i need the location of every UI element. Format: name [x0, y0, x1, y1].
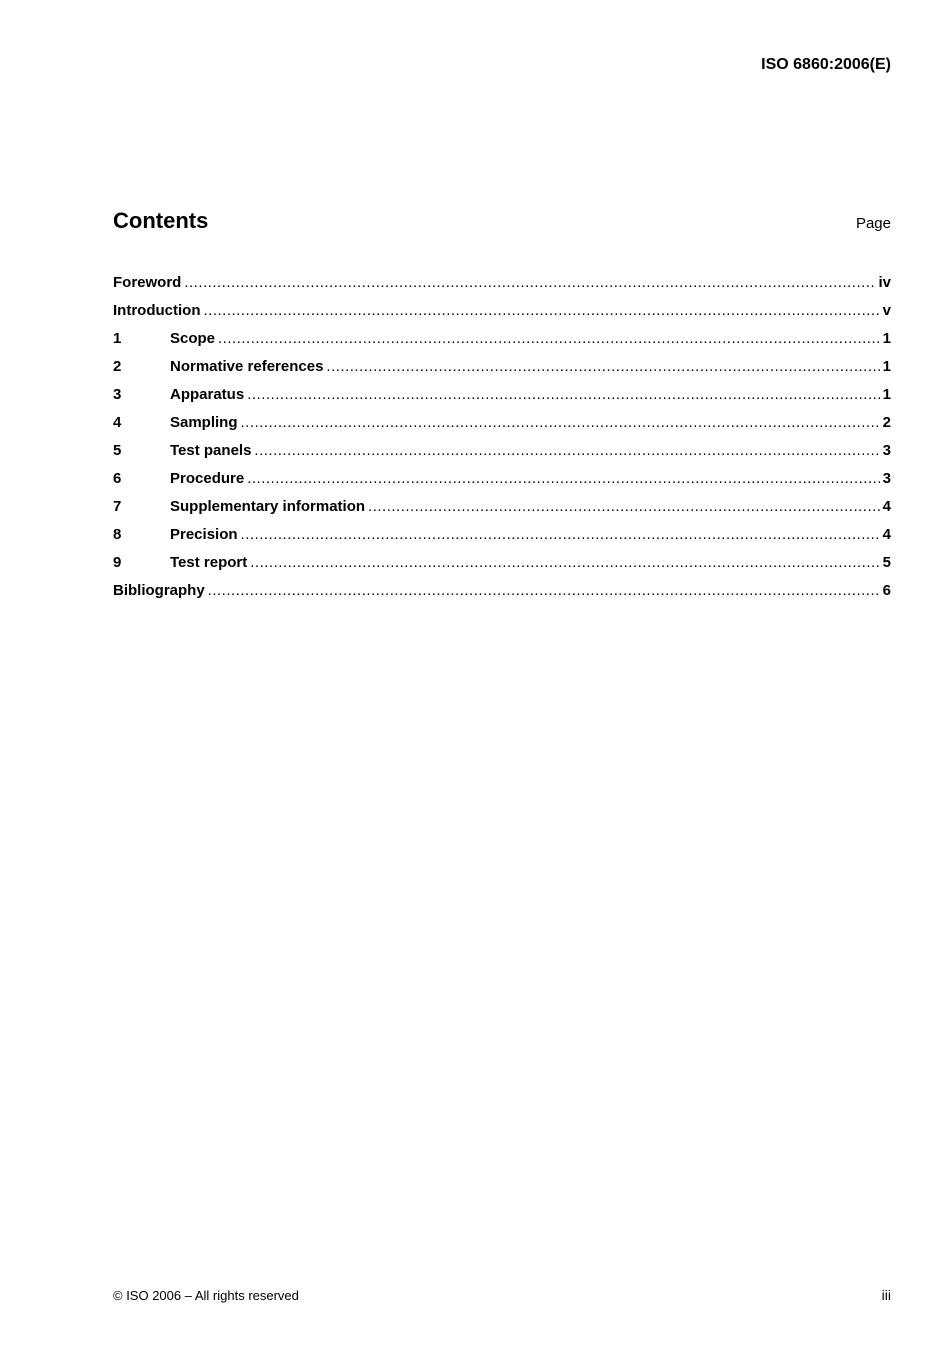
toc-entry-test-panels[interactable]: [113, 436, 891, 464]
toc-dot-leader: [203, 302, 879, 319]
toc-entry-number: 2: [113, 357, 122, 375]
toc-entry-number: 5: [113, 441, 122, 459]
toc-entry-page: 4: [882, 497, 891, 515]
toc-entry-page: iv: [878, 273, 891, 291]
toc-entry-number: 7: [113, 497, 122, 515]
toc-entry-title: Introduction: [113, 301, 201, 319]
toc-entry-procedure[interactable]: [113, 464, 891, 492]
toc-entry-apparatus[interactable]: [113, 380, 891, 408]
toc-entry-page: 1: [882, 385, 891, 403]
toc-entry-page: 3: [882, 441, 891, 459]
toc-entry-sampling[interactable]: [113, 408, 891, 436]
toc-dot-leader: [241, 414, 880, 431]
toc-dot-leader: [184, 274, 875, 291]
toc-dot-leader: [326, 358, 879, 375]
toc-entry-title: Normative references: [170, 357, 324, 375]
toc-dot-leader: [241, 526, 880, 543]
toc-entry-page: v: [882, 301, 891, 319]
toc-entry-number: 9: [113, 553, 122, 571]
toc-entry-title: Bibliography: [113, 581, 205, 599]
toc-entry-test-report[interactable]: [113, 548, 891, 576]
toc-dot-leader: [254, 442, 879, 459]
toc-entry-introduction[interactable]: [113, 296, 891, 324]
toc-dot-leader: [368, 498, 880, 515]
toc-dot-leader: [208, 582, 880, 599]
toc-entry-supplementary-information[interactable]: [113, 492, 891, 520]
toc-entry-title: Test report: [170, 553, 248, 571]
toc-dot-leader: [247, 386, 879, 403]
copyright-notice: © ISO 2006 – All rights reserved: [113, 1288, 299, 1303]
toc-entry-page: 2: [882, 413, 891, 431]
toc-dot-leader: [247, 470, 879, 487]
toc-entry-title: Sampling: [170, 413, 238, 431]
contents-title: Contents: [113, 208, 209, 233]
toc-entry-title: Test panels: [170, 441, 252, 459]
toc-entry-page: 5: [882, 553, 891, 571]
toc-entry-bibliography[interactable]: [113, 576, 891, 604]
toc-dot-leader: [250, 554, 879, 571]
toc-entry-title: Precision: [170, 525, 238, 543]
toc-entry-foreword[interactable]: [113, 268, 891, 296]
toc-entry-number: 6: [113, 469, 122, 487]
toc-entry-number: 1: [113, 329, 122, 347]
page-number: iii: [881, 1287, 891, 1303]
table-of-contents: [113, 268, 891, 604]
toc-entry-title: Apparatus: [170, 385, 245, 403]
toc-entry-title: Scope: [170, 329, 216, 347]
toc-entry-title: Foreword: [113, 273, 182, 291]
toc-entry-page: 1: [882, 329, 891, 347]
toc-dot-leader: [218, 330, 880, 347]
toc-entry-page: 6: [882, 581, 891, 599]
toc-entry-scope[interactable]: [113, 324, 891, 352]
toc-entry-title: Supplementary information: [170, 497, 366, 515]
toc-entry-page: 1: [882, 357, 891, 375]
toc-entry-page: 3: [882, 469, 891, 487]
page-column-label: Page: [855, 215, 891, 232]
toc-entry-page: 4: [882, 525, 891, 543]
toc-entry-number: 8: [113, 525, 122, 543]
toc-entry-normative-references[interactable]: [113, 352, 891, 380]
toc-entry-number: 3: [113, 385, 122, 403]
toc-entry-precision[interactable]: [113, 520, 891, 548]
toc-entry-title: Procedure: [170, 469, 245, 487]
contents-header: [113, 208, 891, 234]
document-id: ISO 6860:2006(E): [761, 56, 891, 73]
toc-entry-number: 4: [113, 413, 122, 431]
